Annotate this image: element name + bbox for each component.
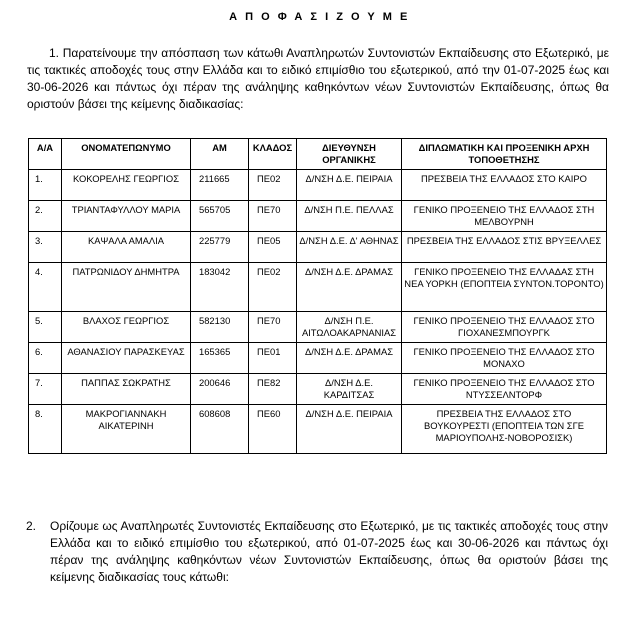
cell-name: ΠΑΠΠΑΣ ΣΩΚΡΑΤΗΣ — [62, 374, 191, 405]
cell-name: ΑΘΑΝΑΣΙΟΥ ΠΑΡΑΣΚΕΥΑΣ — [62, 343, 191, 374]
cell-name: ΒΛΑΧΟΣ ΓΕΩΡΓΙΟΣ — [62, 312, 191, 343]
cell-klados: ΠΕ70 — [249, 312, 297, 343]
cell-org: Δ/ΝΣΗ Π.Ε. ΠΕΛΛΑΣ — [297, 201, 402, 232]
paragraph-2 — [26, 518, 608, 586]
table-row — [29, 170, 607, 201]
col-header-name: ΟΝΟΜΑΤΕΠΩΝΥΜΟ — [62, 139, 191, 170]
cell-am: 165365 — [191, 343, 249, 374]
cell-post: ΓΕΝΙΚΟ ΠΡΟΞΕΝΕΙΟ ΤΗΣ ΕΛΛΑΔΟΣ ΣΤΟ ΝΤΥΣΣΕΛΝΤΟΡΦ — [402, 374, 607, 405]
paragraph-2-text: Ορίζουμε ως Αναπληρωτές Συντονιστές Εκπαίδευσης στο Εξωτερικό, με τις τακτικές αποδοχές τους στην Ελλάδα και το ειδικό επιμίσθιο του εξωτερικού, από 01-07-2025 έως και 30-06-2026 και πάντως όχι πέραν της ανάληψης καθηκόντων νέων Συντονιστών Εκπαίδευσης, όπως θα οριστούν βάσει της κείμενης διαδικασίας τους κάτωθι: — [50, 519, 608, 584]
table-row — [29, 312, 607, 343]
cell-aa: 1. — [29, 170, 62, 201]
cell-am: 582130 — [191, 312, 249, 343]
cell-aa: 2. — [29, 201, 62, 232]
cell-aa: 6. — [29, 343, 62, 374]
cell-aa: 8. — [29, 405, 62, 454]
assignments-table — [28, 138, 607, 454]
table-row — [29, 405, 607, 454]
table-row — [29, 343, 607, 374]
table-row — [29, 374, 607, 405]
cell-aa: 3. — [29, 232, 62, 263]
cell-org: Δ/ΝΣΗ Π.Ε. ΑΙΤΩΛΟΑΚΑΡΝΑΝΙΑΣ — [297, 312, 402, 343]
cell-am: 565705 — [191, 201, 249, 232]
table-row — [29, 263, 607, 312]
cell-am: 183042 — [191, 263, 249, 312]
col-header-klados: ΚΛΑΔΟΣ — [249, 139, 297, 170]
cell-name: ΚΑΨΑΛΑ ΑΜΑΛΙΑ — [62, 232, 191, 263]
cell-klados: ΠΕ02 — [249, 263, 297, 312]
cell-post: ΠΡΕΣΒΕΙΑ ΤΗΣ ΕΛΛΑΔΟΣ ΣΤΟ ΚΑΙΡΟ — [402, 170, 607, 201]
cell-klados: ΠΕ60 — [249, 405, 297, 454]
col-header-org: ΔΙΕΥΘΥΝΣΗ ΟΡΓΑΝΙΚΗΣ — [297, 139, 402, 170]
table-row — [29, 232, 607, 263]
cell-klados: ΠΕ82 — [249, 374, 297, 405]
cell-klados: ΠΕ70 — [249, 201, 297, 232]
paragraph-2-number: 2. — [26, 519, 37, 533]
cell-aa: 5. — [29, 312, 62, 343]
cell-org: Δ/ΝΣΗ Δ.Ε. ΚΑΡΔΙΤΣΑΣ — [297, 374, 402, 405]
cell-name: ΤΡΙΑΝΤΑΦΥΛΛΟΥ ΜΑΡΙΑ — [62, 201, 191, 232]
cell-klados: ΠΕ05 — [249, 232, 297, 263]
cell-post: ΓΕΝΙΚΟ ΠΡΟΞΕΝΕΙΟ ΤΗΣ ΕΛΛΑΔΟΣ ΣΤΟ ΓΙΟΧΑΝΕΣΜΠΟΥΡΓΚ — [402, 312, 607, 343]
paragraph-1: 1. Παρατείνουμε την απόσπαση των κάτωθι Αναπληρωτών Συντονιστών Εκπαίδευσης στο Εξωτερικό, με τις τακτικές αποδοχές τους στην Ελλάδα και το ειδικό επιμίσθιο του εξωτερικού, από την 01-07-2025 έως και 30-06-2026 και πάντως όχι πέραν της ανάληψης καθηκόντων νέων Συντονιστών Εκπαίδευσης, όπως θα οριστούν βάσει της κείμενης διαδικασίας: — [27, 46, 609, 111]
col-header-aa: Α/Α — [29, 139, 62, 170]
cell-post: ΠΡΕΣΒΕΙΑ ΤΗΣ ΕΛΛΑΔΟΣ ΣΤΙΣ ΒΡΥΞΕΛΛΕΣ — [402, 232, 607, 263]
cell-name: ΚΟΚΟΡΕΛΗΣ ΓΕΩΡΓΙΟΣ — [62, 170, 191, 201]
cell-name: ΠΑΤΡΩΝΙΔΟΥ ΔΗΜΗΤΡΑ — [62, 263, 191, 312]
cell-am: 608608 — [191, 405, 249, 454]
col-header-post: ΔΙΠΛΩΜΑΤΙΚΗ ΚΑΙ ΠΡΟΞΕΝΙΚΗ ΑΡΧΗ ΤΟΠΟΘΕΤΗΣΗΣ — [402, 139, 607, 170]
table-row — [29, 201, 607, 232]
cell-post: ΓΕΝΙΚΟ ΠΡΟΞΕΝΕΙΟ ΤΗΣ ΕΛΛΑΔΑΣ ΣΤΗ ΝΕΑ ΥΟΡΚΗ (ΕΠΟΠΤΕΙΑ ΣΥΝΤΟΝ.ΤΟΡΟΝΤΟ) — [402, 263, 607, 312]
cell-org: Δ/ΝΣΗ Δ.Ε. ΔΡΑΜΑΣ — [297, 263, 402, 312]
cell-am: 211665 — [191, 170, 249, 201]
cell-name: ΜΑΚΡΟΓΙΑΝΝΑΚΗ ΑΙΚΑΤΕΡΙΝΗ — [62, 405, 191, 454]
cell-org: Δ/ΝΣΗ Δ.Ε. ΠΕΙΡΑΙΑ — [297, 405, 402, 454]
cell-am: 200646 — [191, 374, 249, 405]
cell-org: Δ/ΝΣΗ Δ.Ε. Δ' ΑΘΗΝΑΣ — [297, 232, 402, 263]
cell-klados: ΠΕ02 — [249, 170, 297, 201]
cell-aa: 7. — [29, 374, 62, 405]
cell-org: Δ/ΝΣΗ Δ.Ε. ΔΡΑΜΑΣ — [297, 343, 402, 374]
cell-post: ΓΕΝΙΚΟ ΠΡΟΞΕΝΕΙΟ ΤΗΣ ΕΛΛΑΔΟΣ ΣΤΟ ΜΟΝΑΧΟ — [402, 343, 607, 374]
cell-post: ΠΡΕΣΒΕΙΑ ΤΗΣ ΕΛΛΑΔΟΣ ΣΤΟ ΒΟΥΚΟΥΡΕΣΤΙ (ΕΠΟΠΤΕΙΑ ΤΩΝ ΣΓΕ ΜΑΡΙΟΥΠΟΛΗΣ-ΝΟΒΟΡΟΣΙΣΚ) — [402, 405, 607, 454]
cell-post: ΓΕΝΙΚΟ ΠΡΟΞΕΝΕΙΟ ΤΗΣ ΕΛΛΑΔΟΣ ΣΤΗ ΜΕΛΒΟΥΡΝΗ — [402, 201, 607, 232]
cell-aa: 4. — [29, 263, 62, 312]
decision-heading: Α Π Ο Φ Α Σ Ι Ζ Ο Υ Μ Ε — [229, 11, 410, 23]
cell-klados: ΠΕ01 — [249, 343, 297, 374]
cell-am: 225779 — [191, 232, 249, 263]
col-header-am: ΑΜ — [191, 139, 249, 170]
cell-org: Δ/ΝΣΗ Δ.Ε. ΠΕΙΡΑΙΑ — [297, 170, 402, 201]
table-header-row — [29, 139, 607, 170]
